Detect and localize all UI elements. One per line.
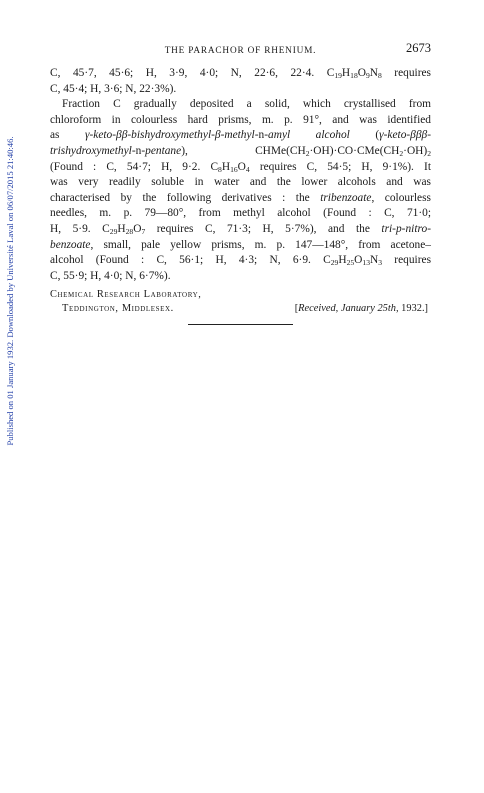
text-line: H, 5·9. $C_{29}H_{28}O_7$ requires C, 71·3; H, 5·7%), and the tri-p-nitro-	[50, 222, 431, 236]
publication-side-note	[4, 86, 16, 496]
received-date: [Received, January 25th, 1932.]	[294, 303, 428, 315]
side-note-text: Published on 01 January 1932. Downloaded by Université Laval on 06/07/2015 21:40:46.	[5, 136, 15, 446]
text-line: chloroform in colourless hard prisms, m. p. 91°, and was identified	[50, 113, 431, 126]
paragraph-continued	[50, 66, 431, 97]
text-line: C, 45·4; H, 3·6; N, 22·3%).	[50, 82, 177, 95]
affiliation-block	[50, 288, 431, 316]
page-number: 2673	[406, 41, 431, 55]
text-line: C, 45·7, 45·6; H, 3·9, 4·0; N, 22·6, 22·4. $C_{19}H_{18}O_9N_8$ requires	[50, 67, 431, 80]
text-line: trishydroxymethyl-n-pentane), $CHMe(CH_2\cdot OH)\cdot CO\cdot CMe(CH_2\cdot OH)_2$	[50, 144, 431, 158]
journal-page	[50, 41, 431, 325]
text-line: C, 55·9; H, 4·0; N, 6·7%).	[50, 269, 171, 282]
text-line: Fraction C gradually deposited a solid, which crystallised from	[62, 98, 431, 111]
running-title: THE PARACHOR OF RHENIUM.	[164, 46, 317, 56]
text-line: (Found : C, 54·7; H, 9·2. $C_8H_{16}O_4$ requires C, 54·5; H, 9·1%). It	[50, 160, 431, 174]
end-rule	[188, 324, 293, 325]
paragraph-fraction-c	[50, 97, 431, 284]
affiliation-line: Chemical Research Laboratory,	[50, 289, 202, 301]
text-line: alcohol (Found : C, 56·1; H, 4·3; N, 6·9. $C_{29}H_{25}O_{13}N_3$ requires	[50, 254, 431, 268]
text-line: benzoate, small, pale yellow prisms, m. p. 147—148°, from acetone–	[50, 238, 431, 251]
text-line: was very readily soluble in water and the lower alcohols and was	[50, 176, 431, 189]
text-line: characterised by the following derivatives : the tribenzoate, colourless	[50, 191, 431, 204]
text-line: needles, m. p. 79—80°, from methyl alcohol (Found : C, 71·0;	[50, 207, 431, 220]
affiliation-line: Teddington, Middlesex.	[62, 303, 174, 315]
text-line: as γ-keto-ββ-bishydroxymethyl-β-methyl-n-amyl alcohol (γ-keto-βββ-	[50, 129, 431, 142]
page-header	[50, 41, 431, 66]
